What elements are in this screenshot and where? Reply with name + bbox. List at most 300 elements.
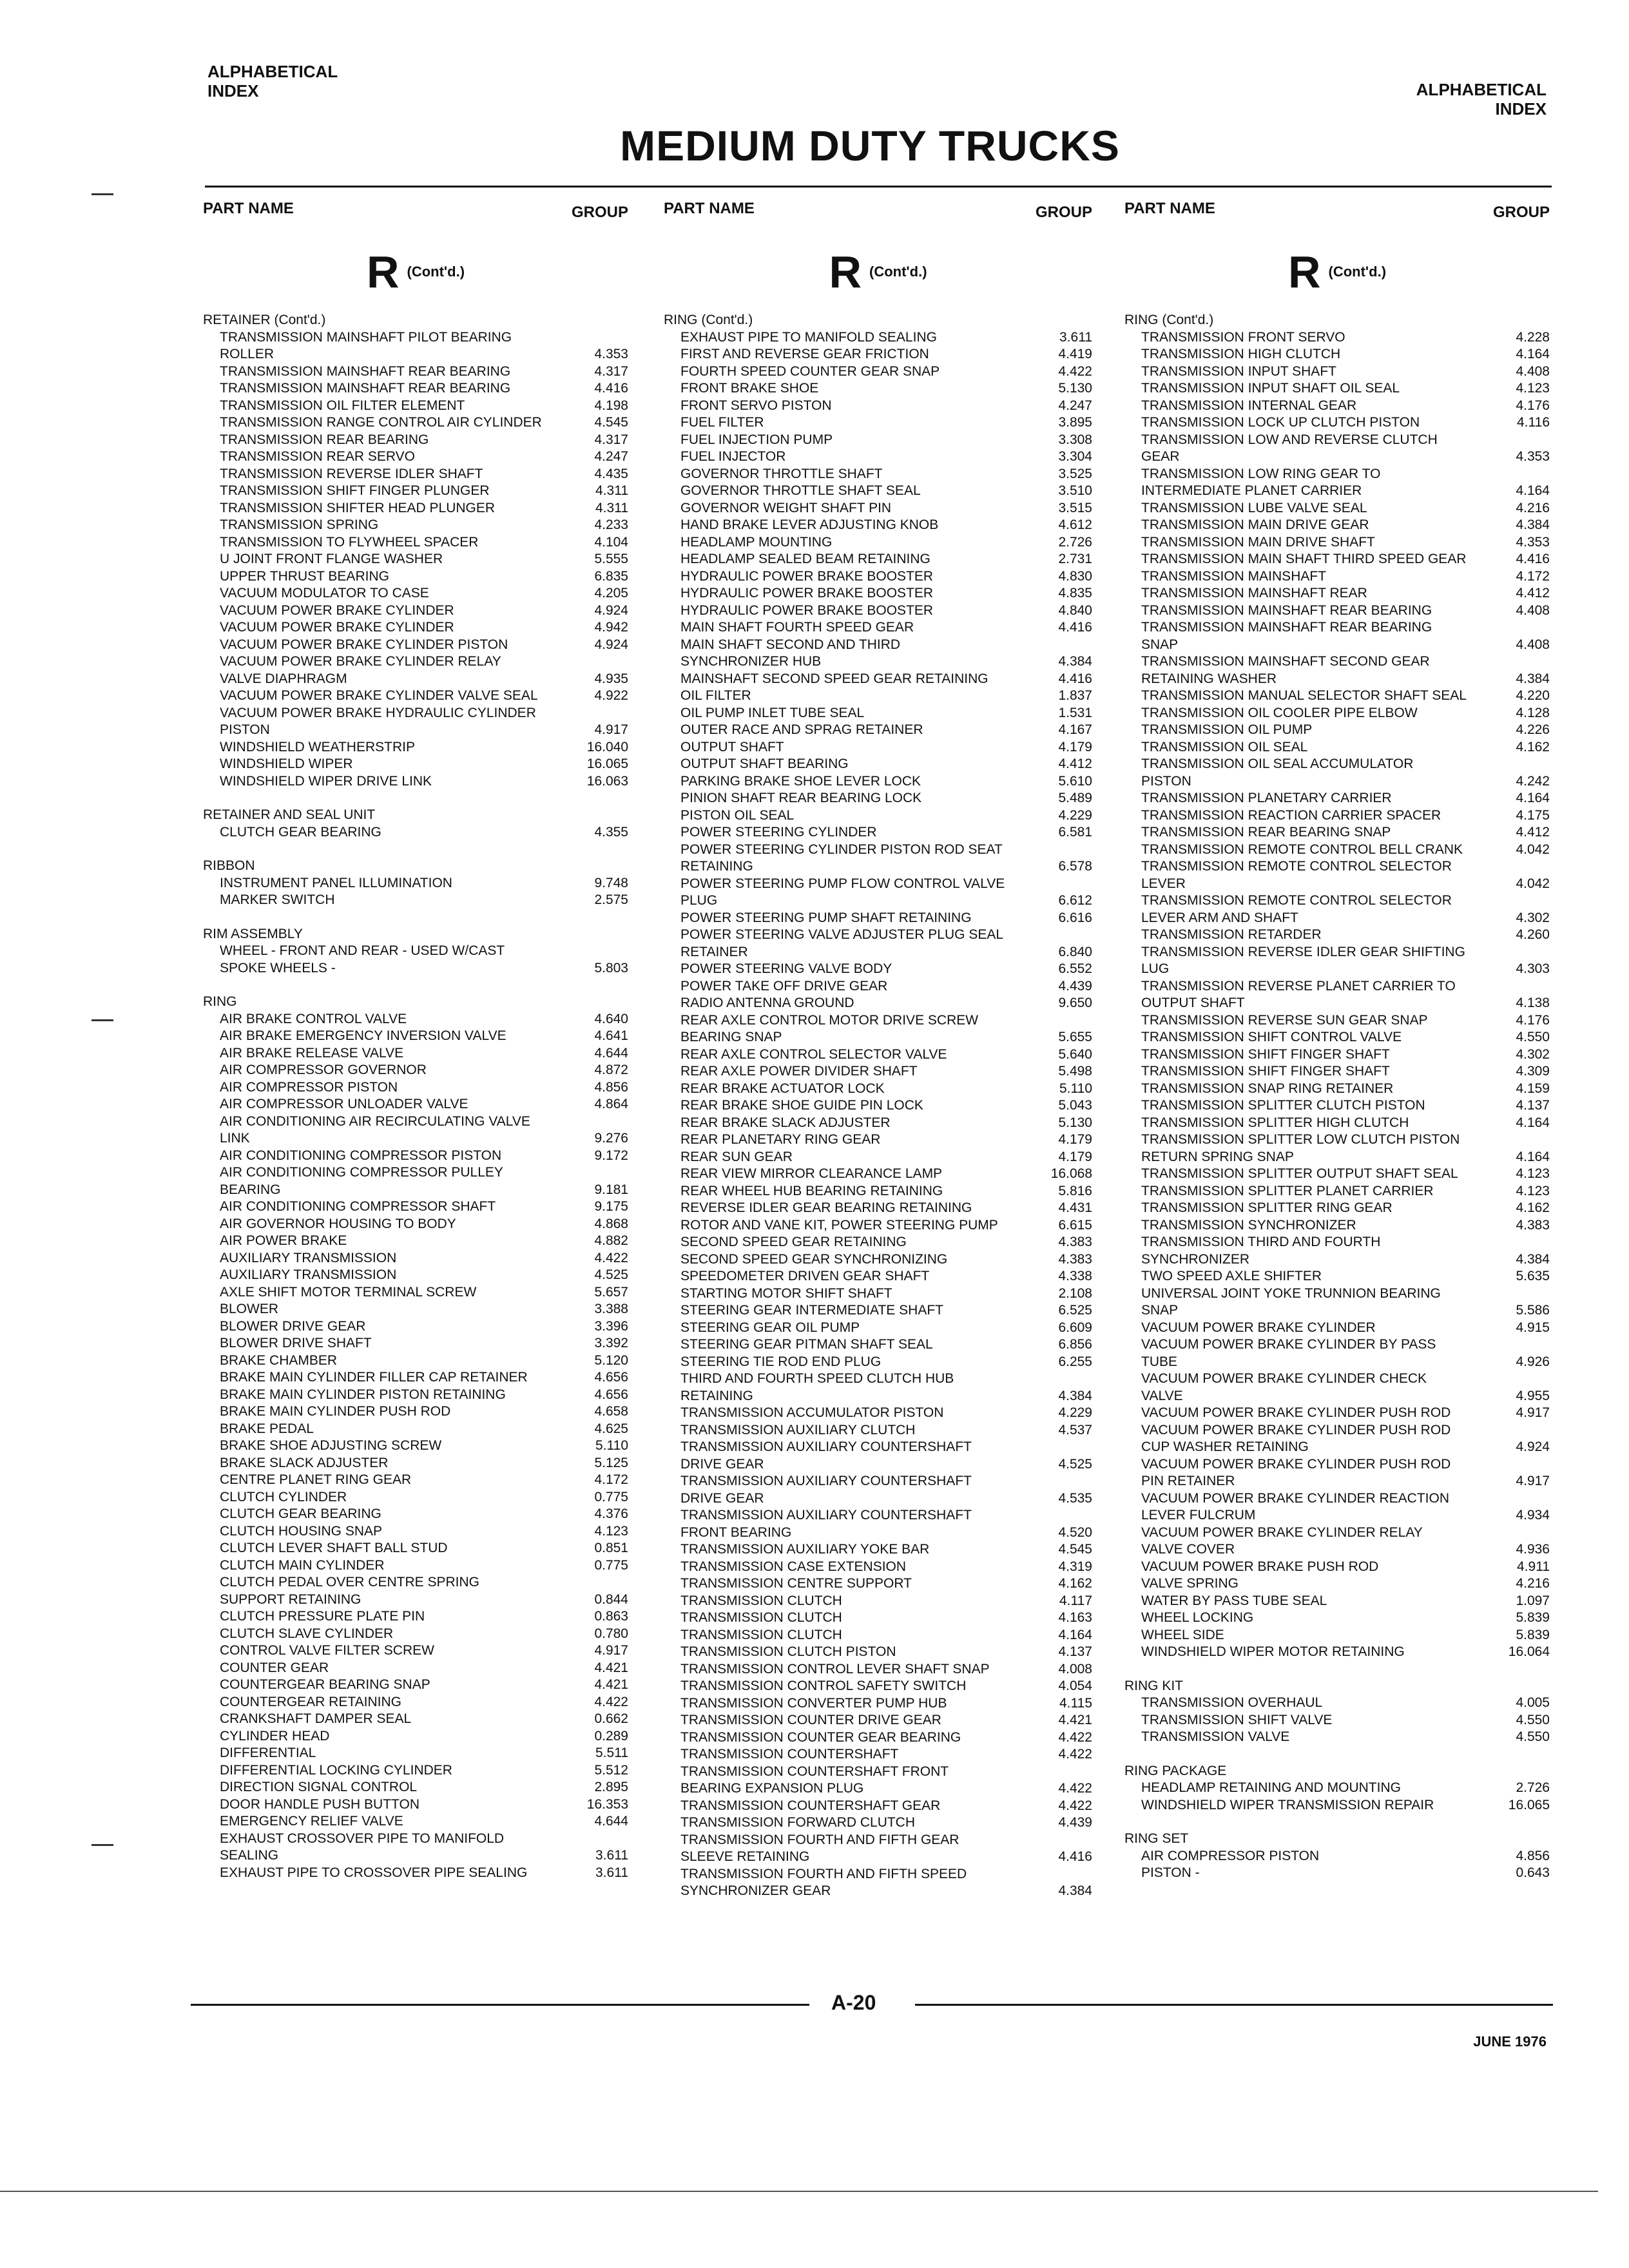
group-number: 9.172 (594, 1148, 628, 1163)
index-entry (664, 1661, 1092, 1678)
part-name: RING PACKAGE (1124, 1763, 1227, 1778)
group-number: 4.164 (1516, 483, 1550, 498)
part-name: AIR CONDITIONING COMPRESSOR SHAFT (220, 1199, 496, 1214)
group-number: 4.416 (1058, 1849, 1092, 1864)
group-number: 4.338 (1058, 1269, 1092, 1283)
part-name: TRANSMISSION SPLITTER LOW CLUTCH PISTON RETURN SPRING SNAP (1141, 1132, 1460, 1164)
group-number: 4.439 (1058, 978, 1092, 994)
group-number: 4.955 (1516, 1388, 1550, 1403)
part-name: TRANSMISSION CLUTCH PISTON (680, 1644, 896, 1659)
index-entry (1124, 568, 1550, 586)
group-number: 4.412 (1516, 586, 1550, 601)
group-number: 4.412 (1058, 756, 1092, 771)
index-entry (664, 1832, 1092, 1866)
index-entry (1124, 1166, 1550, 1183)
index-entry (203, 875, 628, 892)
part-name: BLOWER DRIVE SHAFT (220, 1336, 372, 1350)
part-name: TRANSMISSION PLANETARY CARRIER (1141, 791, 1392, 805)
index-entry (1124, 534, 1550, 552)
group-number: 4.872 (594, 1062, 628, 1077)
part-name: TRANSMISSION MAINSHAFT REAR BEARING (1141, 602, 1432, 618)
part-name: ROTOR AND VANE KIT, POWER STEERING PUMP (680, 1217, 998, 1233)
group-header: GROUP (571, 204, 628, 221)
part-name: TRANSMISSION CONVERTER PUMP HUB (680, 1695, 947, 1711)
footer-rule-left (191, 2004, 809, 2006)
part-name: OIL FILTER (680, 688, 751, 703)
index-entry (203, 1011, 628, 1028)
part-name: TRANSMISSION SHIFT CONTROL VALVE (1141, 1030, 1402, 1044)
index-entry (664, 790, 1092, 807)
group-number: 4.376 (594, 1506, 628, 1521)
group-number: 5.640 (1058, 1046, 1092, 1062)
part-name: WHEEL SIDE (1141, 1627, 1224, 1642)
index-entry (203, 1608, 628, 1626)
part-name: MAIN SHAFT SECOND AND THIRD SYNCHRONIZER HUB (680, 637, 901, 669)
group-number: 4.641 (594, 1028, 628, 1043)
part-name: TRANSMISSION FORWARD CLUTCH (680, 1815, 916, 1830)
group-number: 4.164 (1516, 1115, 1550, 1130)
group-number: 4.926 (1516, 1354, 1550, 1369)
index-entry (664, 687, 1092, 705)
group-number: 4.421 (594, 1660, 628, 1675)
index-entry (203, 483, 628, 500)
index-entry (1124, 619, 1550, 653)
page-title: MEDIUM DUTY TRUCKS (620, 122, 1120, 169)
group-number: 4.220 (1516, 688, 1550, 703)
index-entry (203, 1557, 628, 1575)
part-name: TRANSMISSION SHIFT FINGER SHAFT (1141, 1046, 1390, 1062)
index-entry (1124, 1183, 1550, 1200)
group-number: 4.226 (1516, 722, 1550, 737)
group-number: 4.422 (594, 1694, 628, 1709)
part-name: TRANSMISSION SPLITTER OUTPUT SHAFT SEAL (1141, 1166, 1458, 1181)
index-entry (664, 1559, 1092, 1576)
part-name: TRANSMISSION REVERSE PLANET CARRIER TO OUTPUT SHAFT (1141, 978, 1456, 1010)
group-number: 4.355 (594, 824, 628, 840)
part-name: MARKER SWITCH (220, 892, 335, 907)
group-number: 5.839 (1516, 1610, 1550, 1625)
part-name: AXLE SHIFT MOTOR TERMINAL SCREW (220, 1284, 477, 1300)
index-entry (664, 807, 1092, 825)
group-number: 4.205 (594, 586, 628, 601)
index-entry (1124, 517, 1550, 534)
part-name: TRANSMISSION OIL COOLER PIPE ELBOW (1141, 705, 1418, 720)
group-number: 16.353 (586, 1796, 628, 1812)
index-entry (664, 1695, 1092, 1713)
part-name: REAR BRAKE ACTUATOR LOCK (680, 1081, 885, 1096)
group-number: 4.198 (594, 398, 628, 413)
part-name: AIR CONDITIONING COMPRESSOR PULLEY BEARING (220, 1165, 503, 1197)
group-number: 4.317 (594, 432, 628, 447)
part-name: TRANSMISSION VALVE (1141, 1729, 1290, 1744)
group-number: 4.260 (1516, 927, 1550, 942)
index-entry (1124, 1285, 1550, 1320)
index-entry (1124, 329, 1550, 347)
group-number: 4.137 (1516, 1098, 1550, 1113)
index-entry (1124, 1405, 1550, 1422)
part-name: RADIO ANTENNA GROUND (680, 995, 854, 1010)
group-number: 6.615 (1058, 1217, 1092, 1233)
group-number: 4.123 (1516, 381, 1550, 396)
index-entry (1124, 1695, 1550, 1712)
index-entry (203, 1198, 628, 1216)
part-name: CLUTCH PRESSURE PLATE PIN (220, 1609, 425, 1624)
part-name: COUNTERGEAR RETAINING (220, 1694, 401, 1709)
index-entry (664, 1678, 1092, 1695)
group-number: 3.895 (1058, 415, 1092, 430)
section-cont-label: (Cont'd.) (869, 264, 927, 280)
group-number: 4.164 (1516, 1149, 1550, 1164)
index-entry (203, 1079, 628, 1097)
group-number: 4.856 (1516, 1848, 1550, 1863)
part-name: MAIN SHAFT FOURTH SPEED GEAR (680, 620, 914, 635)
part-name: EXHAUST PIPE TO CROSSOVER PIPE SEALING (220, 1865, 528, 1880)
part-name: VACUUM POWER BRAKE CYLINDER PUSH ROD CUP WASHER RETAINING (1141, 1422, 1451, 1454)
group-number: 4.537 (1058, 1422, 1092, 1437)
part-name: TRANSMISSION SYNCHRONIZER (1141, 1217, 1356, 1233)
group-number: 4.042 (1516, 876, 1550, 891)
index-entry (1124, 824, 1550, 841)
part-name: OUTER RACE AND SPRAG RETAINER (680, 722, 923, 737)
part-name: BRAKE MAIN CYLINDER PISTON RETAINING (220, 1387, 506, 1402)
index-entry (1124, 1490, 1550, 1524)
index-entry (203, 1164, 628, 1198)
group-header: GROUP (1035, 204, 1092, 221)
part-name: TRANSMISSION FOURTH AND FIFTH SPEED SYNCHRONIZER GEAR (680, 1866, 967, 1898)
part-name: RING KIT (1124, 1678, 1184, 1693)
part-name: HYDRAULIC POWER BRAKE BOOSTER (680, 586, 934, 601)
part-name: DIRECTION SIGNAL CONTROL (220, 1780, 418, 1794)
group-number: 5.610 (1058, 773, 1092, 789)
part-name: CLUTCH SLAVE CYLINDER (220, 1626, 394, 1641)
index-entry (203, 1216, 628, 1233)
index-entry (1124, 1063, 1550, 1081)
part-name: OIL PUMP INLET TUBE SEAL (680, 705, 865, 720)
group-number: 4.422 (1058, 1781, 1092, 1796)
group-number: 4.172 (594, 1472, 628, 1487)
part-name: TRANSMISSION RETARDER (1141, 927, 1322, 942)
index-entry (664, 1866, 1092, 1900)
group-number: 5.498 (1058, 1064, 1092, 1079)
group-number: 3.515 (1058, 500, 1092, 515)
part-name: OUTPUT SHAFT BEARING (680, 756, 849, 771)
part-name: VACUUM POWER BRAKE CYLINDER REACTION LEVER FULCRUM (1141, 1490, 1450, 1523)
index-entry (1124, 1320, 1550, 1337)
index-entry (1124, 1780, 1550, 1797)
index-entry (203, 1831, 628, 1865)
index-entry (1124, 1370, 1550, 1405)
part-name: TRANSMISSION AUXILIARY COUNTERSHAFT FRONT BEARING (680, 1508, 972, 1540)
group-number: 1.531 (1058, 705, 1092, 720)
index-entry (664, 1746, 1092, 1763)
group-number: 3.304 (1058, 449, 1092, 464)
part-name: TRANSMISSION REMOTE CONTROL SELECTOR LEVER ARM AND SHAFT (1141, 893, 1452, 925)
group-number: 5.803 (594, 960, 628, 975)
index-entry (1124, 602, 1550, 620)
part-name: TRANSMISSION AUXILIARY YOKE BAR (680, 1542, 930, 1557)
part-name: STEERING GEAR INTERMEDIATE SHAFT (680, 1303, 943, 1318)
index-entry (664, 1627, 1092, 1644)
group-number: 4.416 (1516, 552, 1550, 566)
part-name: AIR COMPRESSOR PISTON (220, 1079, 398, 1095)
group-number: 4.175 (1516, 807, 1550, 823)
index-entry (203, 500, 628, 517)
group-number: 6.581 (1058, 825, 1092, 840)
index-heading (203, 807, 628, 824)
index-entry (1124, 1200, 1550, 1217)
part-name: TRANSMISSION MAINSHAFT REAR BEARING SNAP (1141, 620, 1432, 652)
group-number: 6.255 (1058, 1354, 1092, 1369)
group-number: 4.439 (1058, 1815, 1092, 1830)
part-name: HEADLAMP SEALED BEAM RETAINING (680, 552, 930, 566)
index-entry (1124, 1848, 1550, 1865)
part-name: TRANSMISSION MAIN SHAFT THIRD SPEED GEAR (1141, 552, 1467, 566)
part-name: FUEL FILTER (680, 415, 764, 430)
part-name: TRANSMISSION AUXILIARY COUNTERSHAFT DRIVE GEAR (680, 1474, 972, 1506)
index-entry (664, 1217, 1092, 1235)
index-entry (1124, 1559, 1550, 1576)
part-name: PINION SHAFT REAR BEARING LOCK (680, 791, 922, 805)
group-number: 4.164 (1516, 347, 1550, 361)
group-number: 4.412 (1516, 825, 1550, 840)
group-number: 4.384 (1058, 1388, 1092, 1403)
group-number: 4.545 (594, 415, 628, 430)
part-name: POWER STEERING PUMP SHAFT RETAINING (680, 910, 972, 925)
index-heading (203, 858, 628, 875)
section-letter-glyph: R (829, 247, 862, 297)
group-number: 4.830 (1058, 568, 1092, 584)
index-entry (664, 1285, 1092, 1303)
part-name: FRONT SERVO PISTON (680, 398, 832, 413)
index-entry (664, 637, 1092, 671)
group-number: 6.578 (1058, 859, 1092, 874)
group-number: 0.863 (594, 1609, 628, 1624)
group-number: 4.123 (1516, 1166, 1550, 1181)
group-number: 4.216 (1516, 1576, 1550, 1591)
index-entry (203, 1574, 628, 1608)
index-entry (664, 500, 1092, 517)
part-name: REAR PLANETARY RING GEAR (680, 1132, 881, 1147)
group-number: 4.115 (1059, 1695, 1092, 1711)
part-name: UNIVERSAL JOINT YOKE TRUNNION BEARING SNAP (1141, 1285, 1441, 1318)
part-name: TRANSMISSION OIL SEAL ACCUMULATOR PISTON (1141, 756, 1414, 789)
title-rule (205, 186, 1552, 187)
part-name: VACUUM POWER BRAKE CYLINDER (220, 620, 454, 635)
index-entry (1124, 892, 1550, 927)
index-entry (664, 1302, 1092, 1320)
part-name: STARTING MOTOR SHIFT SHAFT (680, 1285, 892, 1301)
part-name: HEADLAMP RETAINING AND MOUNTING (1141, 1780, 1401, 1795)
part-name: TRANSMISSION SHIFT FINGER PLUNGER (220, 483, 490, 498)
part-name: TRANSMISSION INTERNAL GEAR (1141, 398, 1357, 413)
group-number: 4.104 (594, 534, 628, 550)
part-name: PISTON - (1141, 1865, 1200, 1880)
part-name: TRANSMISSION REMOTE CONTROL SELECTOR LEVER (1141, 859, 1452, 891)
part-name: TRANSMISSION TO FLYWHEEL SPACER (220, 534, 479, 550)
group-number: 4.658 (594, 1404, 628, 1419)
index-entry (203, 363, 628, 381)
part-name: TRANSMISSION AUXILIARY COUNTERSHAFT DRIVE GEAR (680, 1439, 972, 1472)
part-name: DOOR HANDLE PUSH BUTTON (220, 1796, 419, 1812)
group-number: 5.816 (1058, 1183, 1092, 1198)
index-entry (1124, 807, 1550, 825)
index-entry (1124, 1115, 1550, 1132)
index-entry (203, 1711, 628, 1728)
group-number: 6.616 (1058, 910, 1092, 925)
index-entry (203, 1694, 628, 1711)
index-entry (203, 1318, 628, 1336)
index-entry (1124, 398, 1550, 415)
index-entry (203, 1779, 628, 1796)
punch-hole-mark (92, 193, 113, 195)
part-name: TRANSMISSION HIGH CLUTCH (1141, 347, 1341, 361)
index-entry (664, 619, 1092, 637)
group-number: 4.936 (1516, 1542, 1550, 1557)
part-name: TRANSMISSION CLUTCH (680, 1610, 842, 1625)
index-column-3 (1124, 200, 1550, 1882)
part-name: FOURTH SPEED COUNTER GEAR SNAP (680, 363, 940, 379)
part-name: BRAKE PEDAL (220, 1421, 314, 1436)
group-number: 0.289 (594, 1728, 628, 1744)
part-name: CLUTCH CYLINDER (220, 1489, 347, 1504)
group-number: 0.775 (594, 1489, 628, 1504)
part-name: TRANSMISSION INPUT SHAFT OIL SEAL (1141, 381, 1400, 396)
entry-list (1124, 312, 1550, 1882)
index-entry (203, 1352, 628, 1370)
part-name: RING (Cont'd.) (1124, 312, 1214, 327)
part-name: TRANSMISSION REMOTE CONTROL BELL CRANK (1141, 841, 1463, 857)
group-number: 0.643 (1516, 1865, 1550, 1880)
header-right-label: ALPHABETICAL INDEX (1416, 80, 1547, 119)
part-name: STEERING GEAR PITMAN SHAFT SEAL (680, 1337, 933, 1352)
index-entry (203, 1813, 628, 1831)
part-name: CLUTCH GEAR BEARING (220, 824, 381, 840)
part-name: POWER TAKE OFF DRIVE GEAR (680, 978, 888, 994)
group-number: 4.924 (1516, 1439, 1550, 1454)
part-name: VACUUM POWER BRAKE CYLINDER BY PASS TUBE (1141, 1337, 1436, 1369)
index-entry (203, 1045, 628, 1062)
part-name: BRAKE MAIN CYLINDER PUSH ROD (220, 1404, 451, 1419)
index-entry (203, 1369, 628, 1387)
index-heading (1124, 312, 1550, 329)
index-entry (1124, 432, 1550, 466)
group-number: 4.054 (1058, 1678, 1092, 1693)
group-number: 4.431 (1058, 1200, 1092, 1215)
group-number: 4.117 (1059, 1593, 1092, 1608)
group-number: 5.120 (594, 1352, 628, 1368)
index-entry (203, 1540, 628, 1557)
group-number: 5.110 (1059, 1081, 1092, 1096)
index-heading (203, 994, 628, 1011)
group-number: 5.110 (595, 1438, 628, 1453)
index-entry (203, 943, 628, 977)
part-name: POWER STEERING CYLINDER PISTON ROD SEAT RETAINING (680, 841, 1003, 874)
part-name: REVERSE IDLER GEAR BEARING RETAINING (680, 1200, 972, 1215)
index-entry (1124, 858, 1550, 892)
group-number: 4.864 (594, 1097, 628, 1111)
index-entry (664, 995, 1092, 1012)
group-number: 5.586 (1516, 1303, 1550, 1318)
group-number: 4.229 (1058, 1405, 1092, 1420)
scan-edge-line (0, 2191, 1598, 2192)
index-entry (664, 1405, 1092, 1422)
index-entry (1124, 1131, 1550, 1166)
index-entry (664, 1763, 1092, 1798)
group-number: 4.309 (1516, 1064, 1550, 1079)
part-name: TRANSMISSION LOW AND REVERSE CLUTCH GEAR (1141, 432, 1438, 464)
index-entry (1124, 1422, 1550, 1456)
index-entry (203, 739, 628, 756)
part-name: TRANSMISSION MAINSHAFT REAR BEARING (220, 381, 511, 396)
group-number: 0.662 (594, 1711, 628, 1726)
group-number: 6.835 (594, 568, 628, 584)
part-name: TRANSMISSION FRONT SERVO (1141, 329, 1345, 345)
group-number: 4.917 (594, 1643, 628, 1658)
footer-rule-right (915, 2004, 1553, 2006)
group-number: 5.489 (1058, 791, 1092, 805)
index-entry (1124, 1336, 1550, 1370)
group-number: 4.179 (1058, 1132, 1092, 1147)
index-entry (664, 961, 1092, 978)
index-entry (203, 619, 628, 637)
group-number: 4.303 (1516, 961, 1550, 976)
index-entry (203, 1387, 628, 1404)
group-number: 3.510 (1058, 483, 1092, 498)
part-name: TRANSMISSION SNAP RING RETAINER (1141, 1081, 1394, 1096)
part-name: AIR BRAKE RELEASE VALVE (220, 1045, 404, 1061)
index-entry (203, 568, 628, 586)
group-number: 4.005 (1516, 1695, 1550, 1710)
group-number: 4.311 (595, 500, 628, 515)
part-name: STEERING GEAR OIL PUMP (680, 1320, 860, 1335)
part-name: PARKING BRAKE SHOE LEVER LOCK (680, 773, 921, 789)
part-name: TWO SPEED AXLE SHIFTER (1141, 1269, 1322, 1283)
part-name: BLOWER DRIVE GEAR (220, 1318, 366, 1334)
part-name: VACUUM POWER BRAKE CYLINDER PISTON (220, 637, 508, 652)
part-name: CRANKSHAFT DAMPER SEAL (220, 1711, 412, 1726)
index-entry (1124, 1729, 1550, 1746)
group-number: 2.108 (1058, 1285, 1092, 1301)
part-name: TRANSMISSION LOCK UP CLUTCH PISTON (1141, 415, 1420, 430)
part-name: TRANSMISSION REAR BEARING (220, 432, 429, 447)
index-entry (1124, 1029, 1550, 1046)
index-entry (203, 1148, 628, 1165)
index-entry (203, 1096, 628, 1113)
section-letter-glyph: R (366, 247, 400, 297)
part-name: TRANSMISSION COUNTERSHAFT (680, 1747, 899, 1762)
group-number: 4.915 (1516, 1320, 1550, 1335)
part-name: RIM ASSEMBLY (203, 926, 303, 941)
group-number: 5.839 (1516, 1627, 1550, 1642)
group-number: 4.353 (1516, 534, 1550, 550)
group-number: 4.179 (1058, 739, 1092, 754)
group-number: 4.934 (1516, 1508, 1550, 1523)
group-number: 4.640 (594, 1011, 628, 1026)
part-name: FIRST AND REVERSE GEAR FRICTION (680, 347, 929, 361)
group-number: 5.555 (594, 552, 628, 566)
index-entry (203, 1642, 628, 1660)
group-number: 4.383 (1058, 1251, 1092, 1267)
group-number: 4.128 (1516, 705, 1550, 720)
section-cont-label: (Cont'd.) (407, 264, 465, 280)
part-name: VACUUM POWER BRAKE HYDRAULIC CYLINDER PISTON (220, 705, 536, 737)
index-entry (1124, 1593, 1550, 1610)
group-number: 6.552 (1058, 961, 1092, 976)
index-entry (203, 705, 628, 739)
index-entry (203, 1250, 628, 1267)
index-entry (203, 398, 628, 415)
index-entry (1124, 1712, 1550, 1729)
